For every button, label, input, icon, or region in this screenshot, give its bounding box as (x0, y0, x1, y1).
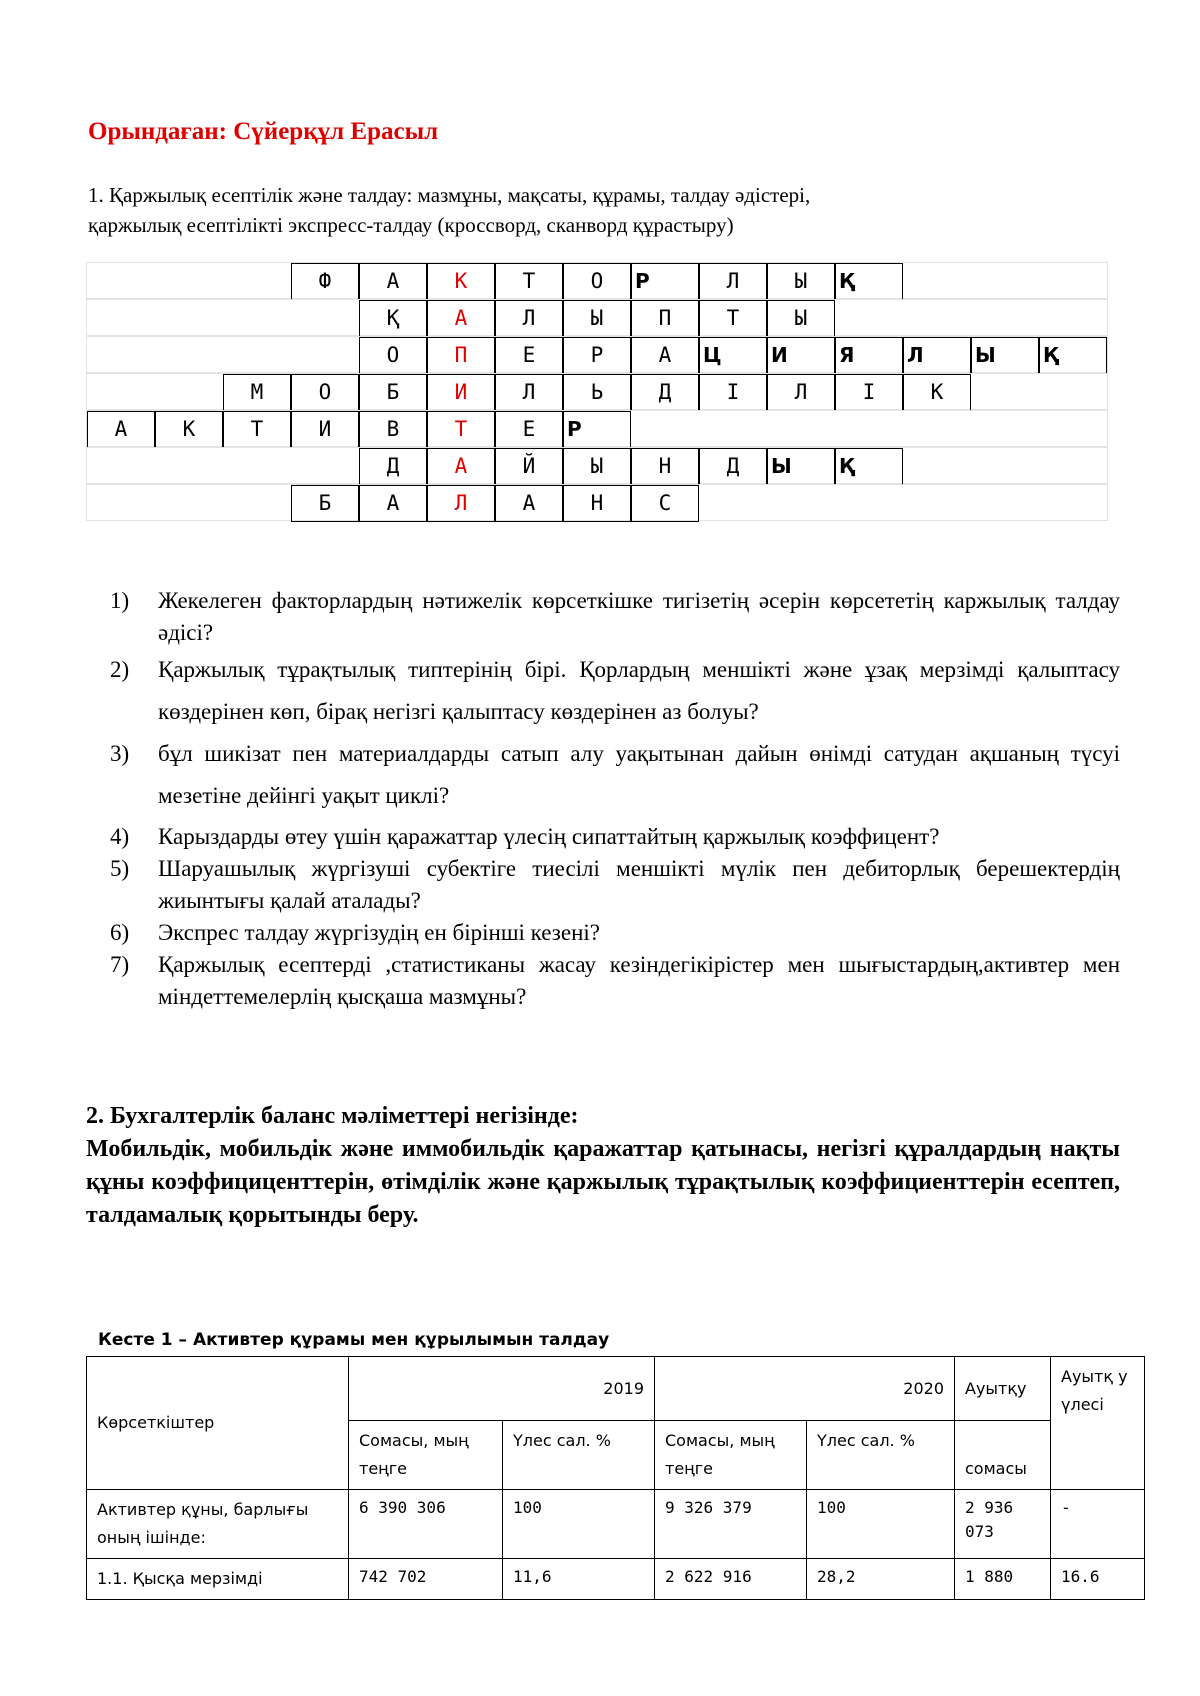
crossword-cell: Д (699, 448, 767, 485)
question-number: 3) (110, 741, 130, 766)
cell-sum-2019: 742 702 (349, 1559, 503, 1600)
header-share-2020: Үлес сал. % (807, 1421, 955, 1490)
crossword-cell: Ы (563, 300, 631, 337)
crossword-cell: Е (495, 411, 563, 448)
question-item (110, 649, 1120, 733)
crossword-cell: Л (699, 263, 767, 300)
crossword-cell: А (359, 485, 427, 522)
header-year-2019: 2019 (349, 1357, 655, 1421)
crossword-cell: Ы (767, 300, 835, 337)
crossword-key-cell: Т (427, 411, 495, 448)
task2-title: 2. Бухгалтерлік баланс мәліметтері негізінде: (86, 1103, 579, 1129)
cell-share-2019: 11,6 (503, 1559, 655, 1600)
row-name: Активтер құны, барлығы оның ішінде: (87, 1490, 349, 1559)
crossword-cell: О (563, 263, 631, 300)
crossword-cell: Б (291, 485, 359, 522)
task1-heading (88, 180, 1128, 240)
assets-table (86, 1356, 1145, 1600)
crossword-cell: С (631, 485, 699, 522)
crossword-cell: Ц (699, 337, 767, 374)
table-row (87, 1559, 1145, 1600)
header-sum-2020: Сомасы, мың теңге (655, 1421, 807, 1490)
question-item (110, 585, 1120, 649)
crossword-key-cell: А (427, 448, 495, 485)
crossword (86, 262, 1108, 526)
crossword-cell: А (631, 337, 699, 374)
crossword-cell: Б (359, 374, 427, 411)
crossword-cell: Е (495, 337, 563, 374)
crossword-cell: Қ (835, 448, 903, 485)
task2-body: Мобильдік, мобильдік және иммобильдік қаражаттар қатынасы, негізгі құралдардың нақты құны коэффициценттерін, өтімділік және қаржылық тұрақтылық коэффициенттерін есептеп, талдамалық қорытынды беру. (86, 1136, 1120, 1228)
cell-sum-2020: 9 326 379 (655, 1490, 807, 1559)
crossword-key-cell: К (427, 263, 495, 300)
header-deviation-share: Ауытқ у үлесі (1051, 1357, 1145, 1490)
crossword-cell: Т (699, 300, 767, 337)
crossword-cell: Ы (563, 448, 631, 485)
question-item (110, 853, 1120, 917)
crossword-cell: Н (563, 485, 631, 522)
cell-share-2020: 100 (807, 1490, 955, 1559)
header-deviation: Ауытқу (955, 1357, 1051, 1421)
crossword-cell: А (495, 485, 563, 522)
header-year-2020: 2020 (655, 1357, 955, 1421)
crossword-cell: К (903, 374, 971, 411)
question-number: 5) (110, 856, 130, 881)
crossword-cell: Л (495, 300, 563, 337)
crossword-cell: Д (631, 374, 699, 411)
crossword-row (86, 484, 1108, 521)
crossword-row (86, 299, 1108, 336)
table-caption: Кесте 1 – Активтер құрамы мен құрылымын талдау (98, 1330, 610, 1350)
crossword-cell: О (359, 337, 427, 374)
question-item (110, 821, 1120, 853)
crossword-cell: Т (223, 411, 291, 448)
crossword-cell: Л (903, 337, 971, 374)
cell-deviation-share: - (1051, 1490, 1145, 1559)
row-name: 1.1. Қысқа мерзімді (87, 1559, 349, 1600)
question-text: Карыздарды өтеу үшін қаражаттар үлесің сипаттайтың қаржылық коэффицент? (158, 824, 940, 849)
task1-line2: қаржылық есептілікті экспресс-талдау (кроссворд, сканворд құрастыру) (88, 213, 734, 237)
crossword-cell: Р (563, 337, 631, 374)
question-number: 1) (110, 588, 130, 613)
question-item (110, 949, 1120, 1013)
question-item (110, 917, 1120, 949)
question-text: Шаруашылық жүргізуші субектіге тиесілі меншікті мүлік пен дебиторлық берешектердің жиынтығы қалай аталады? (158, 856, 1120, 913)
crossword-row (86, 373, 1108, 410)
crossword-cell: І (835, 374, 903, 411)
crossword-cell: Й (495, 448, 563, 485)
question-item (110, 733, 1120, 817)
header-indicator: Көрсеткіштер (87, 1357, 349, 1490)
crossword-cell: И (767, 337, 835, 374)
cell-deviation: 1 880 (955, 1559, 1051, 1600)
crossword-row (86, 336, 1108, 373)
crossword-cell: Қ (359, 300, 427, 337)
cell-share-2019: 100 (503, 1490, 655, 1559)
crossword-cell: Т (495, 263, 563, 300)
cell-sum-2019: 6 390 306 (349, 1490, 503, 1559)
task1-line1: 1. Қаржылық есептілік және талдау: мазмұны, мақсаты, құрамы, талдау әдістері, (88, 183, 811, 207)
header-sum-2019: Сомасы, мың теңге (349, 1421, 503, 1490)
question-text: Экспрес талдау жүргізудің ен бірінші кезені? (158, 920, 600, 945)
question-number: 7) (110, 952, 130, 977)
question-list (110, 585, 1120, 1013)
crossword-cell: П (631, 300, 699, 337)
question-text: бұл шикізат пен материалдарды сатып алу уақытынан дайын өнімді сатудан ақшаның түсуі мезетіне дейінгі уақыт циклі? (158, 741, 1120, 808)
crossword-cell: Ы (971, 337, 1039, 374)
crossword-cell: Л (767, 374, 835, 411)
crossword-cell: А (359, 263, 427, 300)
author-line: Орындаған: Сүйерқұл Ерасыл (88, 118, 439, 145)
question-text: Жекелеген факторлардың нәтижелік көрсеткішке тигізетің әсерін көрсететің каржылық талдау әдісі? (158, 588, 1120, 645)
crossword-cell: Р (563, 411, 631, 448)
question-number: 4) (110, 824, 130, 849)
crossword-cell: Ь (563, 374, 631, 411)
crossword-cell: Ф (291, 263, 359, 300)
crossword-cell: К (155, 411, 223, 448)
crossword-row (86, 410, 1108, 447)
crossword-key-cell: А (427, 300, 495, 337)
crossword-cell: А (87, 411, 155, 448)
cell-share-2020: 28,2 (807, 1559, 955, 1600)
crossword-cell: І (699, 374, 767, 411)
task2-block (86, 1100, 1120, 1232)
crossword-cell: Қ (1039, 337, 1107, 374)
crossword-cell: Я (835, 337, 903, 374)
question-text: Қаржылық есептерді ,статистиканы жасау кезіндегікірістер мен шығыстардың,активтер мен міндеттемелерлің қысқаша мазмұны? (158, 952, 1120, 1009)
question-text: Қаржылық тұрақтылық типтерінің бірі. Қорлардың меншікті және ұзақ мерзімді қалыптасу көздерінен көп, бірақ негізгі қалыптасу көздерінен аз болуы? (158, 657, 1120, 724)
crossword-cell: Қ (835, 263, 903, 300)
cell-sum-2020: 2 622 916 (655, 1559, 807, 1600)
crossword-cell: В (359, 411, 427, 448)
crossword-cell: Ы (767, 448, 835, 485)
crossword-row (86, 447, 1108, 484)
crossword-row (86, 262, 1108, 299)
crossword-cell: Л (495, 374, 563, 411)
crossword-cell: Ы (767, 263, 835, 300)
header-share-2019: Үлес сал. % (503, 1421, 655, 1490)
crossword-key-cell: Л (427, 485, 495, 522)
crossword-cell: О (291, 374, 359, 411)
crossword-key-cell: И (427, 374, 495, 411)
crossword-cell: И (291, 411, 359, 448)
cell-deviation-share: 16.6 (1051, 1559, 1145, 1600)
crossword-key-cell: П (427, 337, 495, 374)
crossword-cell: Д (359, 448, 427, 485)
question-number: 2) (110, 657, 130, 682)
crossword-cell: Р (631, 263, 699, 300)
crossword-cell: М (223, 374, 291, 411)
crossword-cell: Н (631, 448, 699, 485)
header-deviation-sum: сомасы (955, 1421, 1051, 1490)
cell-deviation: 2 936 073 (955, 1490, 1051, 1559)
table-row (87, 1490, 1145, 1559)
question-number: 6) (110, 920, 130, 945)
